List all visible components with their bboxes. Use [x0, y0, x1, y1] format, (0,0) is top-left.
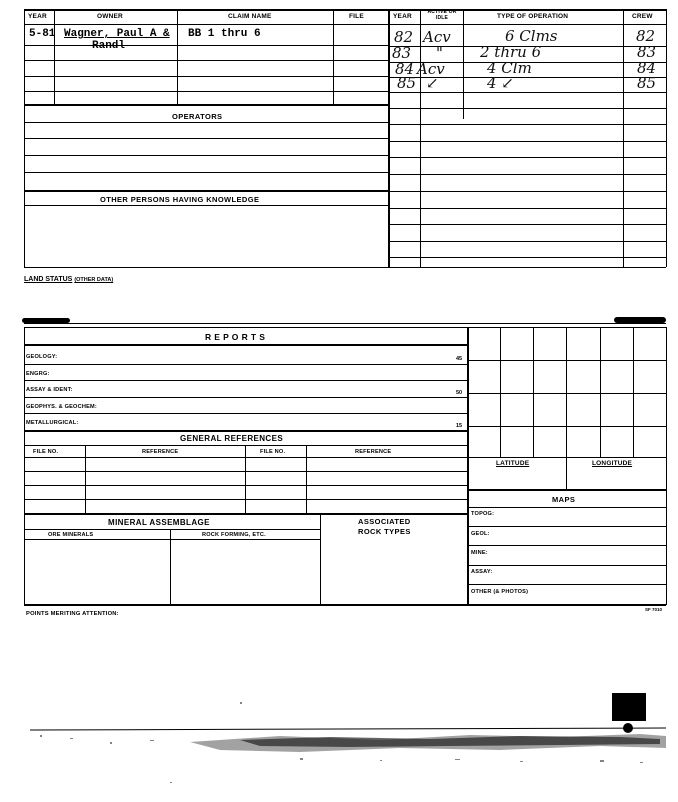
- ref-file-no: FILE NO.: [33, 449, 59, 455]
- map-assay: ASSAY:: [471, 569, 493, 575]
- header-year: YEAR: [28, 13, 47, 20]
- op-status-2: ": [436, 44, 443, 62]
- land-status-label: [24, 276, 113, 283]
- entry-owner-line2: Randl: [92, 40, 126, 52]
- entry-claim-name: BB 1 thru 6: [188, 28, 261, 40]
- op-year-2: 83: [392, 44, 412, 62]
- header-year-2: YEAR: [393, 13, 412, 20]
- op-crew-3: 84: [637, 59, 657, 77]
- op-crew-1: 82: [636, 27, 656, 45]
- op-crew-4: 85: [637, 74, 657, 92]
- header-file: FILE: [349, 13, 364, 20]
- reports-heading: R E P O R T S: [205, 332, 266, 342]
- entry-year: 5-81: [29, 28, 56, 40]
- report-geology: GEOLOGY:: [26, 354, 58, 360]
- report-geophys: GEOPHYS. & GEOCHEM:: [26, 404, 97, 410]
- associated-rock-heading-1: ASSOCIATED: [358, 517, 411, 526]
- land-status-note: (OTHER DATA): [74, 277, 114, 283]
- mineral-assemblage-heading: MINERAL ASSEMBLAGE: [108, 518, 210, 527]
- op-status-4: ↙: [426, 74, 439, 92]
- op-status-3: Acv: [417, 60, 445, 78]
- op-status-1: Acv: [423, 28, 451, 46]
- report-assay-ident: ASSAY & IDENT:: [26, 387, 73, 393]
- header-claim-name: CLAIM NAME: [228, 13, 272, 20]
- scan-noise-graphic: [0, 690, 678, 790]
- header-type-of-operation: TYPE OF OPERATION: [497, 13, 569, 20]
- map-other-photos: OTHER (& PHOTOS): [471, 589, 529, 595]
- ore-minerals-label: ORE MINERALS: [48, 532, 94, 538]
- report-metallurgical: METALLURGICAL:: [26, 420, 79, 426]
- report-assay-number: 50: [456, 390, 463, 396]
- associated-rock-heading-2: ROCK TYPES: [358, 527, 411, 536]
- other-persons-heading: OTHER PERSONS HAVING KNOWLEDGE: [100, 195, 260, 204]
- report-engrg: ENGRG:: [26, 371, 50, 377]
- op-type-4: 4 ↙: [487, 74, 514, 92]
- latitude-label: LATITUDE: [496, 460, 530, 467]
- op-year-1: 82: [394, 28, 414, 46]
- longitude-label: LONGITUDE: [592, 460, 633, 467]
- op-type-3: 4 Clm: [487, 59, 532, 77]
- op-type-2: 2 thru 6: [480, 43, 542, 61]
- entry-owner-line1: Wagner, Paul A &: [64, 28, 170, 40]
- ref-file-no-2: FILE NO.: [260, 449, 286, 455]
- op-type-1: 6 Clms: [505, 27, 558, 45]
- header-crew: CREW: [632, 13, 653, 20]
- map-topog: TOPOG:: [471, 511, 495, 517]
- op-crew-2: 83: [637, 43, 657, 61]
- rock-forming-label: ROCK FORMING, ETC.: [202, 532, 266, 538]
- maps-heading: MAPS: [552, 495, 576, 504]
- op-year-3: 84: [395, 60, 415, 78]
- ref-reference-2: REFERENCE: [355, 449, 392, 455]
- form-code: SF 7010: [645, 607, 663, 612]
- ref-reference: REFERENCE: [142, 449, 179, 455]
- map-geol: GEOL:: [471, 531, 490, 537]
- header-owner: OWNER: [97, 13, 123, 20]
- points-meriting-label: POINTS MERITING ATTENTION:: [26, 611, 119, 617]
- header-active-idle: ACTIVE OR IDLE: [427, 9, 457, 21]
- op-year-4: 85: [397, 74, 417, 92]
- map-mine: MINE:: [471, 550, 488, 556]
- land-status-text: LAND STATUS: [24, 276, 73, 283]
- report-metallurgical-number: 15: [456, 423, 463, 429]
- general-references-heading: GENERAL REFERENCES: [180, 434, 284, 443]
- report-geology-number: 45: [456, 356, 463, 362]
- operators-heading: OPERATORS: [172, 112, 223, 121]
